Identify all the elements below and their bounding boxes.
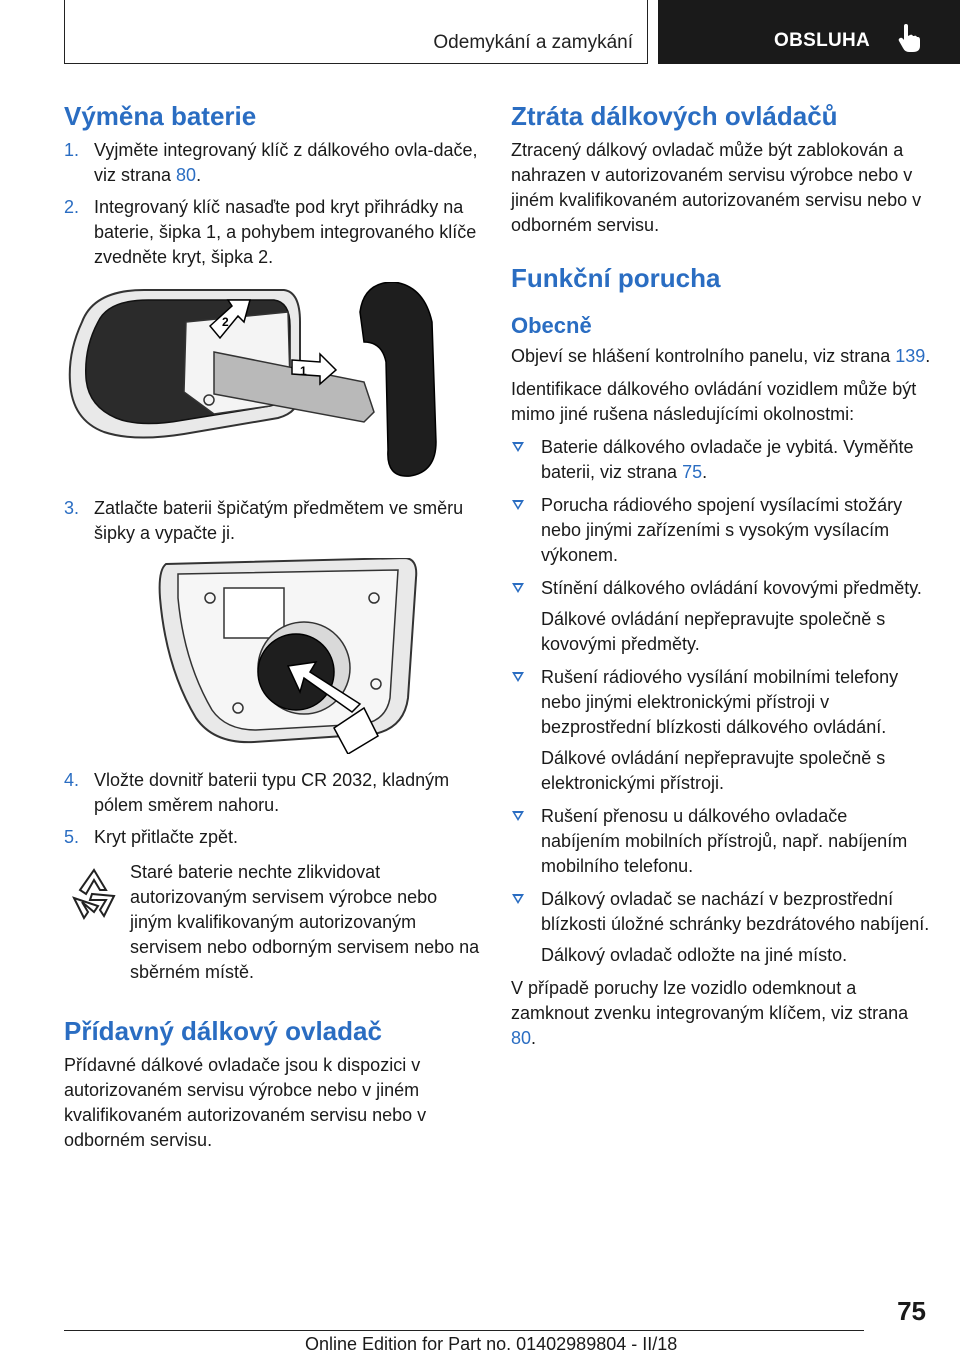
step-text: Vložte dovnitř baterii typu CR 2032, kladným pólem směrem nahoru. <box>94 770 450 815</box>
step-text: Vyjměte integrovaný klíč z dálkového ovla-dače, viz strana <box>94 140 478 185</box>
item-note: Dálkové ovládání nepřepravujte společně s kovovými předměty. <box>541 609 886 654</box>
battery-heading: Výměna baterie <box>64 101 257 131</box>
list-item <box>511 576 931 657</box>
step-4 <box>64 768 480 818</box>
step-2 <box>64 195 480 270</box>
malfunction-intro <box>511 344 931 369</box>
malfunction-heading: Funkční porucha <box>511 263 721 293</box>
list-item <box>511 665 931 796</box>
page-link[interactable]: 139 <box>895 346 926 366</box>
intro-text: Objeví se hlášení kontrolního panelu, viz strana <box>511 346 896 366</box>
step-5 <box>64 825 480 850</box>
recycling-text: Staré baterie nechte zlikvidovat autorizovaným servisem výrobce nebo jiným kvalifikovaným autorizovaným servisem nebo odborným servisem nebo na sběrném místě. <box>130 862 480 982</box>
list-item <box>511 435 931 485</box>
item-tail: . <box>702 462 708 482</box>
extra-remote-heading: Přídavný dálkový ovladač <box>64 1016 382 1046</box>
step-3 <box>64 496 480 546</box>
bullet-triangle-icon <box>512 811 524 821</box>
bullet-triangle-icon <box>512 894 524 904</box>
item-text: Rušení přenosu u dálkového ovladače nabíjením mobilních přístrojů, např. nabíjením mobilního telefonu. <box>541 806 908 876</box>
item-text: Stínění dálkového ovládání kovovými předměty. <box>541 578 922 598</box>
loss-text: Ztracený dálkový ovladač může být zablokován a nahrazen v autorizovaném servisu výrobce nebo v jiném kvalifikovaném autorizovaném servisu nebo v odborném servisu. <box>511 140 922 235</box>
arrow-label-1: 1 <box>300 364 307 378</box>
recycling-note <box>64 860 480 985</box>
arrow-label-2: 2 <box>222 315 229 329</box>
footer-edition: Online Edition for Part no. 01402989804 - II/18 <box>305 1334 678 1354</box>
bullet-triangle-icon <box>512 672 524 682</box>
step-number: 5. <box>64 827 80 847</box>
malfunction-lead: Identifikace dálkového ovládání vozidlem může být mimo jiné rušena následujícími okolnostmi: <box>511 379 917 424</box>
page-number: 75 <box>897 1296 926 1326</box>
hand-pointer-icon <box>898 24 920 52</box>
recycling-icon <box>66 866 122 922</box>
step-text: Kryt přitlačte zpět. <box>94 827 239 847</box>
page-link[interactable]: 80 <box>511 1028 532 1048</box>
step-number: 1. <box>64 140 80 160</box>
step-number: 2. <box>64 197 80 217</box>
page-link[interactable]: 75 <box>682 462 703 482</box>
left-column <box>64 100 480 1161</box>
step-number: 3. <box>64 498 80 518</box>
footer-divider <box>64 1330 864 1331</box>
item-note: Dálkové ovládání nepřepravujte společně s elektronickými přístroji. <box>541 748 886 793</box>
right-column <box>511 100 931 1059</box>
bullet-triangle-icon <box>512 500 524 510</box>
outro-tail: . <box>531 1028 537 1048</box>
general-subheading: Obecně <box>511 313 592 338</box>
item-text: Baterie dálkového ovladače je vybitá. Vyměňte baterii, viz strana <box>541 437 914 482</box>
header-section-box <box>64 0 648 64</box>
loss-heading: Ztráta dálkových ovládačů <box>511 101 838 131</box>
list-item <box>511 887 931 968</box>
extra-remote-text: Přídavné dálkové ovladače jsou k dispozici v autorizovaném servisu výrobce nebo v jiném kvalifikovaném autorizovaném servisu nebo v odborném servisu. <box>64 1055 427 1150</box>
step-text: Zatlačte baterii špičatým předmětem ve směru šipky a vypačte ji. <box>94 498 464 543</box>
header-chapter-title: OBSLUHA <box>774 30 871 51</box>
step-text: Integrovaný klíč nasaďte pod kryt přihrádky na baterie, šipka 1, a pohybem integrovaného klíče zvedněte kryt, šipka 2. <box>94 197 477 267</box>
malfunction-outro <box>511 976 931 1051</box>
list-item <box>511 804 931 879</box>
header-chapter-box <box>658 0 960 64</box>
item-text: Porucha rádiového spojení vysílacími stožáry nebo jinými zařízeními s vysokým vysílacím výkonem. <box>541 495 903 565</box>
step-1 <box>64 138 480 188</box>
bullet-triangle-icon <box>512 442 524 452</box>
step-tail: . <box>196 165 202 185</box>
key-fob-insert-figure <box>64 282 444 482</box>
item-text: Rušení rádiového vysílání mobilními telefony nebo jinými elektronickými přístroji v bezprostřední blízkosti dálkového ovládání. <box>541 667 899 737</box>
open-fob-battery-figure <box>74 558 454 754</box>
page-link[interactable]: 80 <box>176 165 197 185</box>
malfunction-list <box>511 435 931 968</box>
header-section-title: Odemykání a zamykání <box>433 32 633 53</box>
bullet-triangle-icon <box>512 583 524 593</box>
step-number: 4. <box>64 770 80 790</box>
item-note: Dálkový ovladač odložte na jiné místo. <box>541 945 848 965</box>
list-item <box>511 493 931 568</box>
item-text: Dálkový ovladač se nachází v bezprostřední blízkosti úložné schránky bezdrátového nabíjení. <box>541 889 930 934</box>
outro-text: V případě poruchy lze vozidlo odemknout a zamknout zvenku integrovaným klíčem, viz strana <box>511 978 909 1023</box>
intro-tail: . <box>925 346 931 366</box>
